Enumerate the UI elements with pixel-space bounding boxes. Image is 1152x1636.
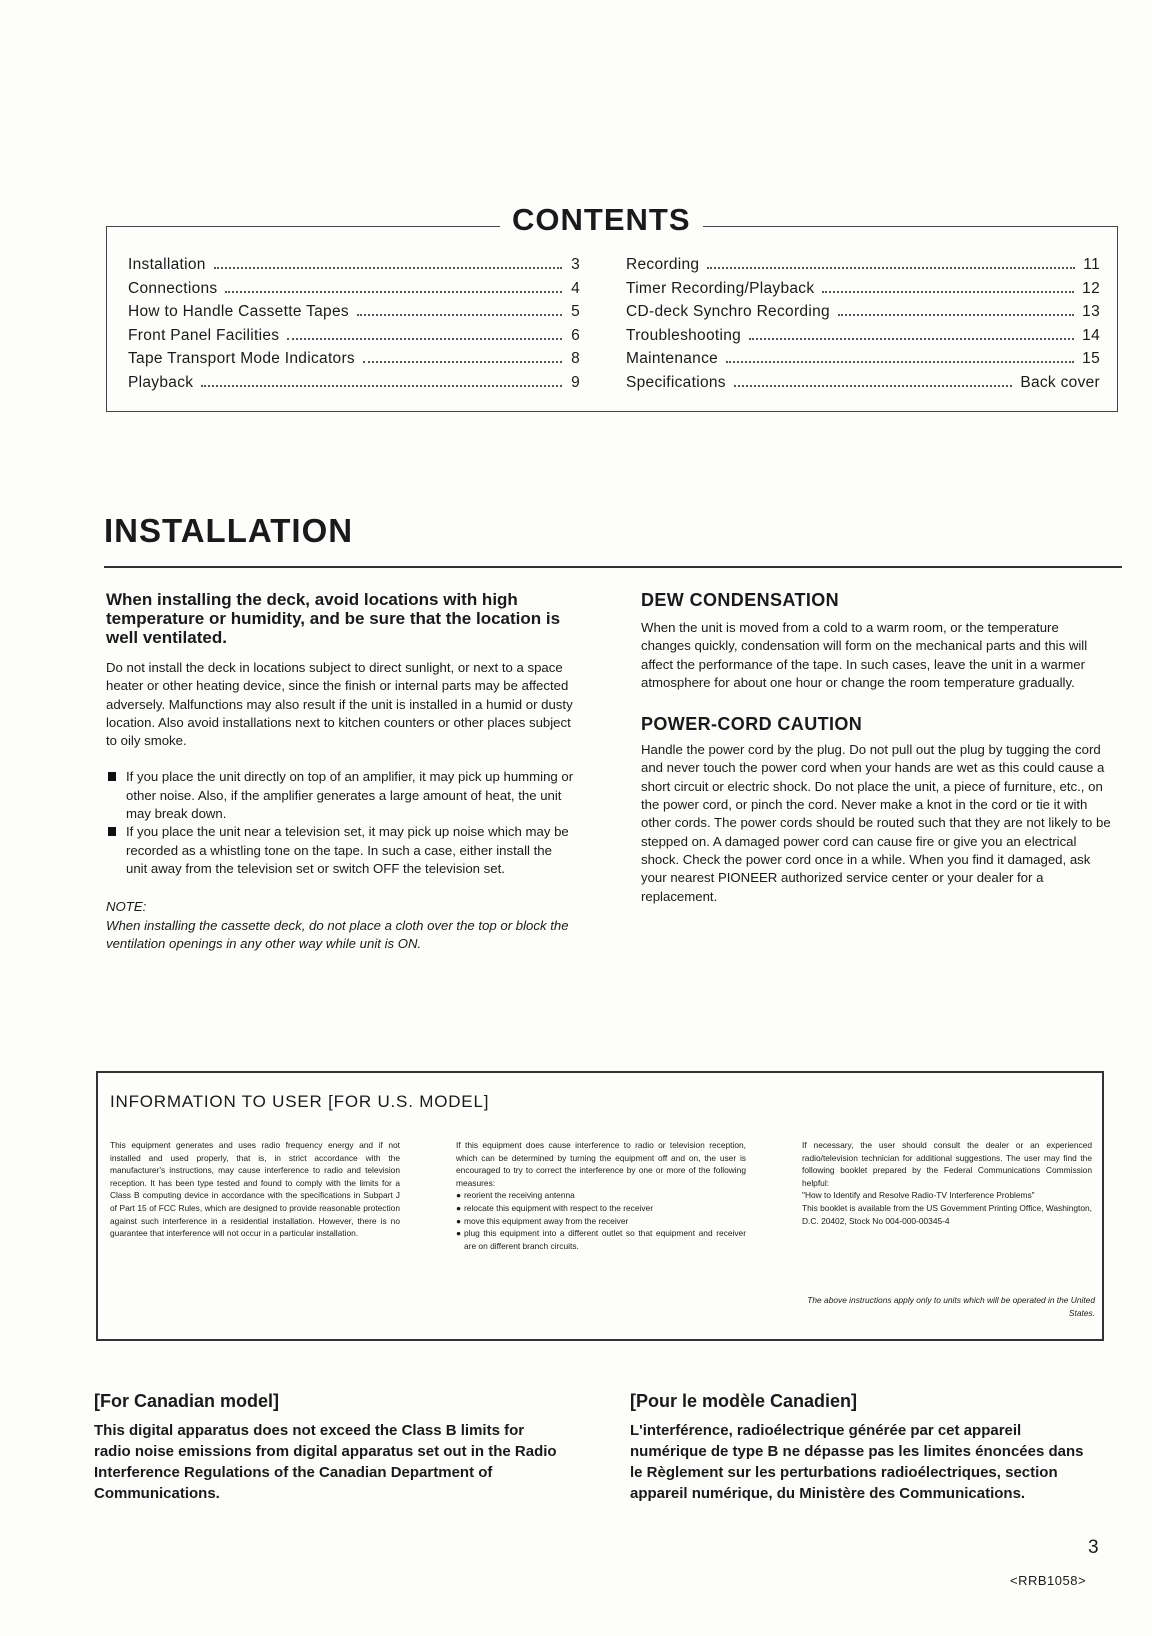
fcc-measure-item: ● relocate this equipment with respect to the receiver [456,1202,653,1213]
toc-entry-connections[interactable] [128,280,580,304]
fcc-info-column-3 [802,1139,1092,1227]
installation-bullet-amplifier: If you place the unit directly on top of an amplifier, it may pick up humming or other noise. Also, if the amplifier generates a large amount of heat, the unit may break down. [106,768,576,823]
toc-label: Playback [128,373,194,391]
toc-label: Front Panel Facilities [128,326,280,344]
canadian-model-heading: [For Canadian model] [94,1391,280,1411]
toc-page: 6 [571,326,580,344]
canadian-model-heading-fr: [Pour le modèle Canadien] [630,1391,858,1411]
toc-entry-specifications[interactable] [626,374,1100,398]
section-divider [104,566,1122,568]
installation-heading: INSTALLATION [104,512,354,549]
fcc-info-paragraph: If this equipment does cause interference to radio or television reception, which can be determined by turning the equipment off and on, the user is encouraged to try to correct the interference by one or more of the following measures: [456,1140,746,1188]
toc-page: 9 [571,373,580,391]
power-cord-heading: POWER-CORD CAUTION [641,714,863,735]
toc-entry-front-panel[interactable] [128,327,580,351]
toc-entry-troubleshooting[interactable] [626,327,1100,351]
fcc-info-column-2 [456,1139,746,1252]
installation-body: Do not install the deck in locations subject to direct sunlight, or next to a space heater or other heating device, since the finish or internal parts may be affected adversely. Malfunctions may also result if the unit is installed in a humid or dusty location. Also avoid installations next to kitchen counters or other places subject to oily smoke. [106,660,573,749]
contents-title: CONTENTS [500,202,703,238]
toc-label: How to Handle Cassette Tapes [128,303,349,320]
toc-entry-recording[interactable] [626,256,1100,280]
toc-entry-installation[interactable] [128,256,580,280]
toc-entry-cd-synchro[interactable] [626,303,1100,327]
fcc-info-footnote: The above instructions apply only to units which will be operated in the United States. [807,1295,1095,1318]
installation-bullets [106,768,576,878]
toc-entry-timer-recording[interactable] [626,280,1100,304]
catalog-code: <RRB1058> [1010,1573,1087,1588]
contents-right-column [626,256,1100,397]
toc-label: CD-deck Synchro Recording [626,303,830,320]
toc-entry-transport-indicators[interactable] [128,350,580,374]
toc-label: Maintenance [626,350,719,367]
toc-entry-playback[interactable] [128,374,580,398]
installation-left-column [106,590,576,954]
note-text: When installing the cassette deck, do not place a cloth over the top or block the ventilation openings in any other way while unit is ON. [106,917,569,952]
toc-page: 4 [571,279,580,297]
toc-label: Timer Recording/Playback [626,279,815,297]
toc-page: 15 [1082,350,1100,367]
toc-label: Specifications [626,373,726,391]
installation-lead: When installing the deck, avoid locations with high temperature or humidity, and be sure that the location is well ventilated. [106,590,561,647]
fcc-measure-item: ● reorient the receiving antenna [456,1190,575,1201]
toc-label: Connections [128,279,218,297]
dew-condensation-heading: DEW CONDENSATION [641,590,840,610]
page-number: 3 [1088,1537,1099,1558]
toc-page: 12 [1082,279,1100,297]
fcc-booklet-title: "How to Identify and Resolve Radio-TV Interference Problems" [802,1190,1035,1201]
dew-condensation-text: When the unit is moved from a cold to a warm room, or the temperature changes quickly, condensation will form on the mechanical parts and this will affect the performance of the tape. In such cases, leave the unit in a warmer atmosphere for about one hour or change the room temperature gradually. [641,620,1088,690]
fcc-measure-item: ● plug this equipment into a different outlet so that equipment and receiver are on different branch circuits. [456,1228,746,1251]
fcc-info-column-1 [110,1139,400,1240]
canadian-model-text: This digital apparatus does not exceed the Class B limits for radio noise emissions from digital apparatus set out in the Radio Interference Regulations of the Canadian Department of Communications. [94,1422,557,1502]
note-title: NOTE: [106,899,147,915]
toc-label: Troubleshooting [626,326,742,344]
fcc-info-paragraph: This booklet is available from the US Government Printing Office, Washington, D.C. 20402, Stock No 004-000-00345-4 [802,1202,1092,1226]
toc-entry-cassette-tapes[interactable] [128,303,580,327]
toc-page: 3 [571,256,580,273]
toc-page: 5 [571,303,580,320]
power-cord-text: Handle the power cord by the plug. Do not pull out the plug by tugging the cord and never touch the power cord when your hands are wet as this could cause a short circuit or electric shock. Do not place the unit, a piece of furniture, etc., on the power cord, or pinch the cord. Never make a knot in the cord or tie it with other cords. The power cords should be routed such that they are not likely to be stepped on. A damaged power cord can cause fire or give you an electrical shock. Check the power cord once in a while. When you find it damaged, ask your nearest PIONEER authorized service center or your dealer for a replacement. [641,742,1111,904]
fcc-info-title: INFORMATION TO USER [FOR U.S. MODEL] [110,1092,490,1111]
toc-page: 8 [571,350,580,367]
toc-entry-maintenance[interactable] [626,350,1100,374]
toc-page: Back cover [1020,373,1100,391]
canadian-model-text-fr: L'interférence, radioélectrique générée par cet appareil numérique de type B ne dépasse pas les limites énoncées dans le Règlement sur les perturbations radioélectriques, section appareil numérique, du Ministère des Communications. [630,1422,1084,1502]
installation-right-column [641,590,1111,906]
installation-bullet-television: If you place the unit near a television set, it may pick up noise which may be recorded as a whistling tone on the tape. In such a case, either install the unit away from the television set or switch OFF the television set. [106,823,576,878]
toc-label: Installation [128,256,206,273]
toc-label: Recording [626,256,700,273]
fcc-info-paragraph: If necessary, the user should consult the dealer or an experienced radio/television technician for additional suggestions. The user may find the following booklet prepared by the Federal Communications Commission helpful: [802,1140,1092,1188]
fcc-measure-item: ● move this equipment away from the receiver [456,1215,629,1226]
toc-page: 14 [1082,326,1100,344]
toc-page: 11 [1083,256,1100,273]
toc-label: Tape Transport Mode Indicators [128,350,355,367]
contents-left-column [128,256,580,397]
toc-page: 13 [1082,303,1100,320]
fcc-info-paragraph: This equipment generates and uses radio frequency energy and if not installed and used properly, that is, in strict accordance with the manufacturer's instructions, may cause interference to radio and television reception. It has been type tested and found to comply with the limits for a Class B computing device in accordance with the specifications in Subpart J of Part 15 of FCC Rules, which are designed to provide reasonable protection against such interference in a residential installation. However, there is no guarantee that interference will not occur in a particular installation. [110,1140,400,1239]
